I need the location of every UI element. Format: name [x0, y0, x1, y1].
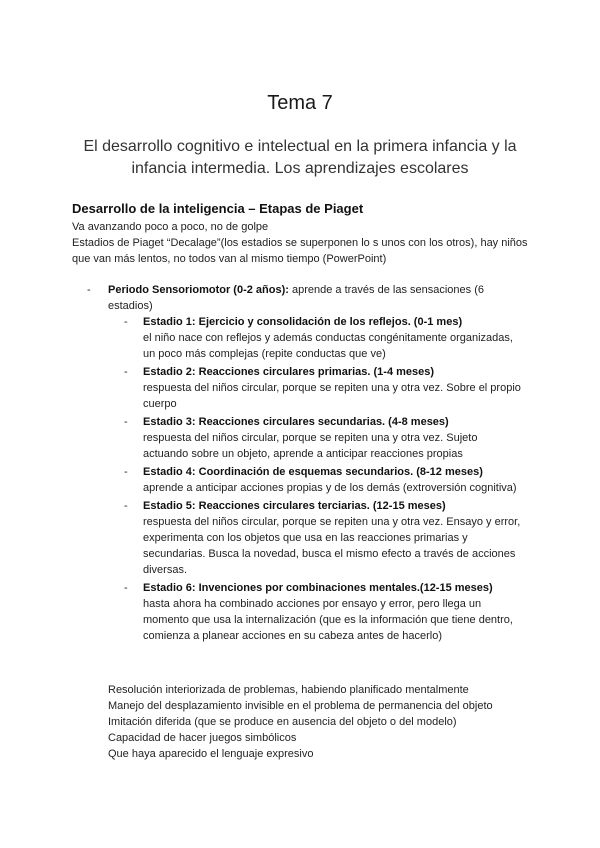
- estadios-list: [124, 314, 524, 646]
- list-item-estadio: [124, 580, 524, 644]
- bullet-dash: -: [124, 416, 128, 428]
- estadio-description: hasta ahora ha combinado acciones por ensayo y error, pero llega un momento que usa la internalización (que es la información que tiene dentro, comienza a planear acciones en su cabeza antes de hacerlo): [143, 598, 513, 642]
- estadio-description: aprende a anticipar acciones propias y de los demás (extroversión cognitiva): [143, 482, 517, 494]
- list-item-periodo: [87, 282, 527, 314]
- list-item-estadio: [124, 314, 524, 362]
- estadio-title: Estadio 5: Reacciones circulares terciarias. (12-15 meses): [143, 500, 446, 512]
- periodo-text: [108, 282, 527, 314]
- intro-paragraph: Va avanzando poco a poco, no de golpe: [72, 221, 269, 233]
- estadio-title: Estadio 4: Coordinación de esquemas secundarios. (8-12 meses): [143, 466, 483, 478]
- bullet-dash: -: [124, 316, 128, 328]
- estadio-title: Estadio 2: Reacciones circulares primarias. (1-4 meses): [143, 366, 435, 378]
- periodo-list: [87, 282, 527, 642]
- estadio-description: respuesta del niños circular, porque se repiten una y otra vez. Sujeto actuando sobre un objeto, aprende a anticipar reacciones propias: [143, 432, 478, 460]
- estadio-title: Estadio 1: Ejercicio y consolidación de los reflejos. (0-1 mes): [143, 316, 463, 328]
- intro-paragraph: Estadios de Piaget “Decalage”(los estadios se superponen lo s unos con los otros), hay niños que van más lentos, no todos van al mismo tiempo (PowerPoint): [72, 237, 528, 265]
- bullet-dash: -: [124, 466, 128, 478]
- bullet-dash: -: [124, 366, 128, 378]
- summary-line: Capacidad de hacer juegos simbólicos: [108, 732, 297, 744]
- summary-line: Que haya aparecido el lenguaje expresivo: [108, 748, 314, 760]
- periodo-label: Periodo Sensoriomotor (0-2 años):: [108, 284, 289, 296]
- list-item-estadio: [124, 414, 524, 462]
- periodo-description: aprende a través de las sensaciones (6 estadios): [108, 284, 484, 312]
- summary-line: Imitación diferida (que se produce en ausencia del objeto o del modelo): [108, 716, 457, 728]
- estadio-title: Estadio 6: Invenciones por combinaciones mentales.(12-15 meses): [143, 582, 493, 594]
- estadio-description: respuesta del niños circular, porque se repiten una y otra vez. Sobre el propio cuerpo: [143, 382, 521, 410]
- estadio-description: respuesta del niños circular, porque se repiten una y otra vez. Ensayo y error, experimenta con los objetos que usa en las reacciones primarias y secundarias. Busca la novedad, busca el mismo efecto a través de acciones diversas.: [143, 516, 521, 576]
- page-title: Tema 7: [267, 92, 333, 114]
- bullet-dash: -: [124, 582, 128, 594]
- list-item-estadio: [124, 364, 524, 412]
- section-intro: [72, 200, 542, 267]
- page-subtitle: El desarrollo cognitivo e intelectual en la primera infancia y la infancia intermedia. Los aprendizajes escolares: [83, 138, 517, 177]
- summary-line: Resolución interiorizada de problemas, habiendo planificado mentalmente: [108, 684, 469, 696]
- bullet-dash: -: [87, 284, 91, 296]
- estadio-title: Estadio 3: Reacciones circulares secundarias. (4-8 meses): [143, 416, 449, 428]
- list-item-estadio: [124, 498, 524, 578]
- bullet-dash: -: [124, 500, 128, 512]
- summary-lines: [108, 682, 528, 762]
- summary-line: Manejo del desplazamiento invisible en el problema de permanencia del objeto: [108, 700, 493, 712]
- section-heading: Desarrollo de la inteligencia – Etapas de Piaget: [72, 201, 364, 216]
- estadio-description: el niño nace con reflejos y además conductas congénitamente organizadas, un poco más complejas (repite conductas que ve): [143, 332, 513, 360]
- list-item-estadio: [124, 464, 524, 496]
